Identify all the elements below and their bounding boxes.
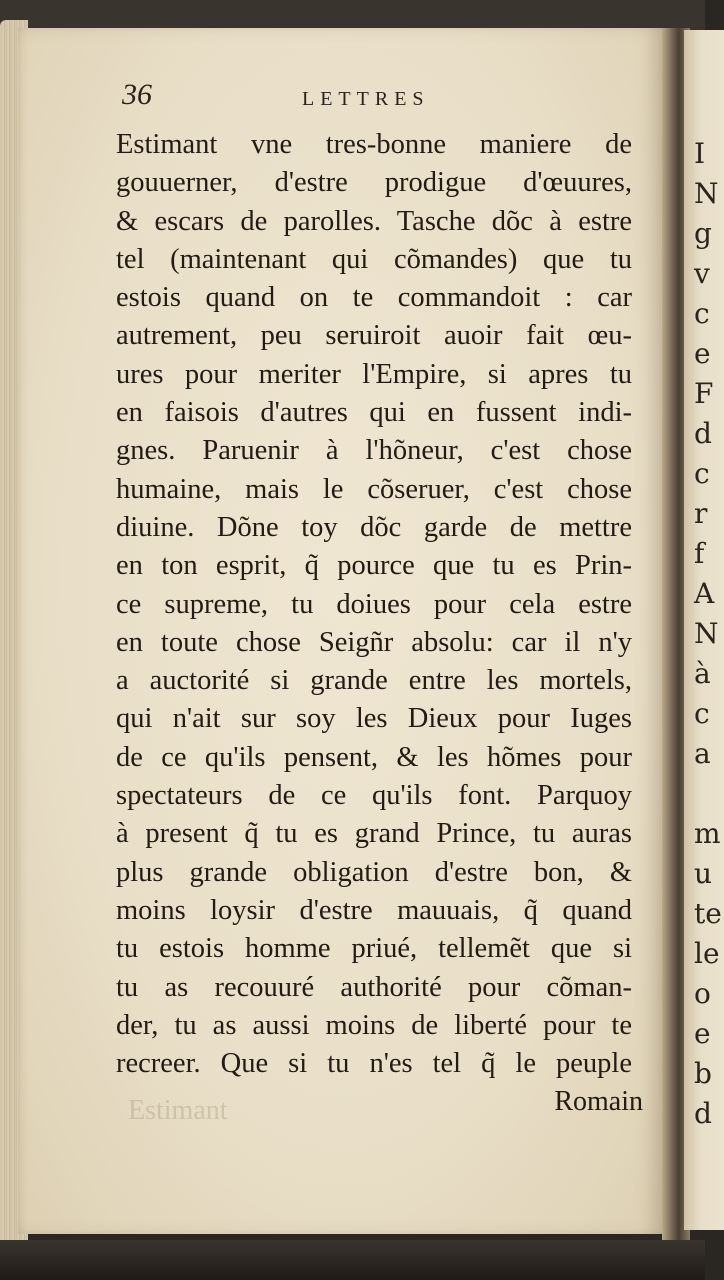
facing-page-fragment: v: [694, 257, 710, 290]
facing-page: [684, 30, 724, 1230]
page-number: 36: [122, 78, 152, 111]
facing-page-fragment: c: [694, 697, 710, 730]
facing-page-fragment: I: [694, 137, 706, 170]
running-title: LETTRES: [302, 88, 430, 110]
facing-page-fragment: à: [694, 657, 711, 690]
text-line: en faisois d'autres qui en fussent indi-: [116, 397, 632, 429]
facing-page-fragment: g: [694, 217, 712, 250]
text-line: tel (maintenant qui cõmandes) que tu: [116, 243, 632, 275]
text-line: humaine, mais le cõseruer, c'est chose: [116, 473, 632, 505]
text-line: ce supreme, tu doiues pour cela estre: [116, 588, 632, 620]
text-line: Estimant vne tres-bonne maniere de: [116, 129, 632, 160]
facing-page-fragment: e: [694, 337, 711, 370]
text-line: tu estois homme priué, tellemẽt que si: [116, 933, 632, 965]
facing-page-fragment: A: [694, 577, 715, 610]
text-line: diuine. Dõne toy dõc garde de mettre: [116, 511, 632, 543]
body-text: [116, 126, 632, 1083]
text-line: recreer. Que si tu n'es tel q̃ le peuple: [116, 1048, 632, 1080]
facing-page-fragment: c: [694, 297, 710, 330]
facing-page-fragment: d: [694, 417, 712, 450]
facing-page-fragment: d: [694, 1097, 712, 1130]
facing-page-fragment: o: [694, 977, 711, 1010]
text-line: moins loysir d'estre mauuais, q̃ quand: [116, 894, 632, 926]
bleed-through-text: Estimant: [128, 1095, 228, 1126]
text-line: spectateurs de ce qu'ils font. Parquoy: [116, 780, 632, 812]
text-line: autrement, peu seruiroit auoir fait œu-: [116, 320, 632, 352]
facing-page-fragment: u: [694, 857, 713, 890]
facing-page-fragment: F: [694, 377, 714, 410]
text-line: de ce qu'ils pensent, & les hõmes pour: [116, 741, 632, 773]
text-line: estois quand on te commandoit : car: [116, 282, 632, 314]
text-line: der, tu as aussi moins de liberté pour te: [116, 1009, 632, 1041]
text-line: en ton esprit, q̃ pource que tu es Prin-: [116, 550, 632, 582]
text-line: & escars de parolles. Tasche dõc à estre: [116, 205, 632, 237]
text-line: en toute chose Seigñr absolu: car il n'y: [116, 626, 632, 658]
text-line: ures pour meriter l'Empire, si apres tu: [116, 358, 632, 390]
text-line: qui n'ait sur soy les Dieux pour Iuges: [116, 703, 632, 735]
text-line: a auctorité si grande entre les mortels,: [116, 665, 632, 697]
facing-page-fragment: r: [694, 497, 708, 530]
text-line: plus grande obligation d'estre bon, &: [116, 856, 632, 888]
book-cover-edge: [0, 1240, 705, 1280]
facing-page-fragment: N: [694, 177, 719, 210]
facing-page-fragment: b: [694, 1057, 712, 1090]
catchword: Romain: [554, 1086, 643, 1117]
facing-page-fragment: te: [694, 897, 722, 930]
text-line: tu as recouuré authorité pour cõman-: [116, 971, 632, 1003]
text-line: gnes. Paruenir à l'hõneur, c'est chose: [116, 435, 632, 467]
facing-page-fragment: N: [694, 617, 719, 650]
text-line: gouuerner, d'estre prodigue d'œuures,: [116, 167, 632, 199]
text-line: à present q̃ tu es grand Prince, tu auras: [116, 818, 632, 850]
facing-page-fragment: a: [694, 737, 711, 770]
running-head: [120, 78, 640, 118]
facing-page-fragment: f: [694, 537, 705, 570]
facing-page-fragment: c: [694, 457, 710, 490]
facing-page-fragment: le: [694, 937, 720, 970]
facing-page-fragment: m: [694, 817, 721, 850]
facing-page-fragment: e: [694, 1017, 711, 1050]
